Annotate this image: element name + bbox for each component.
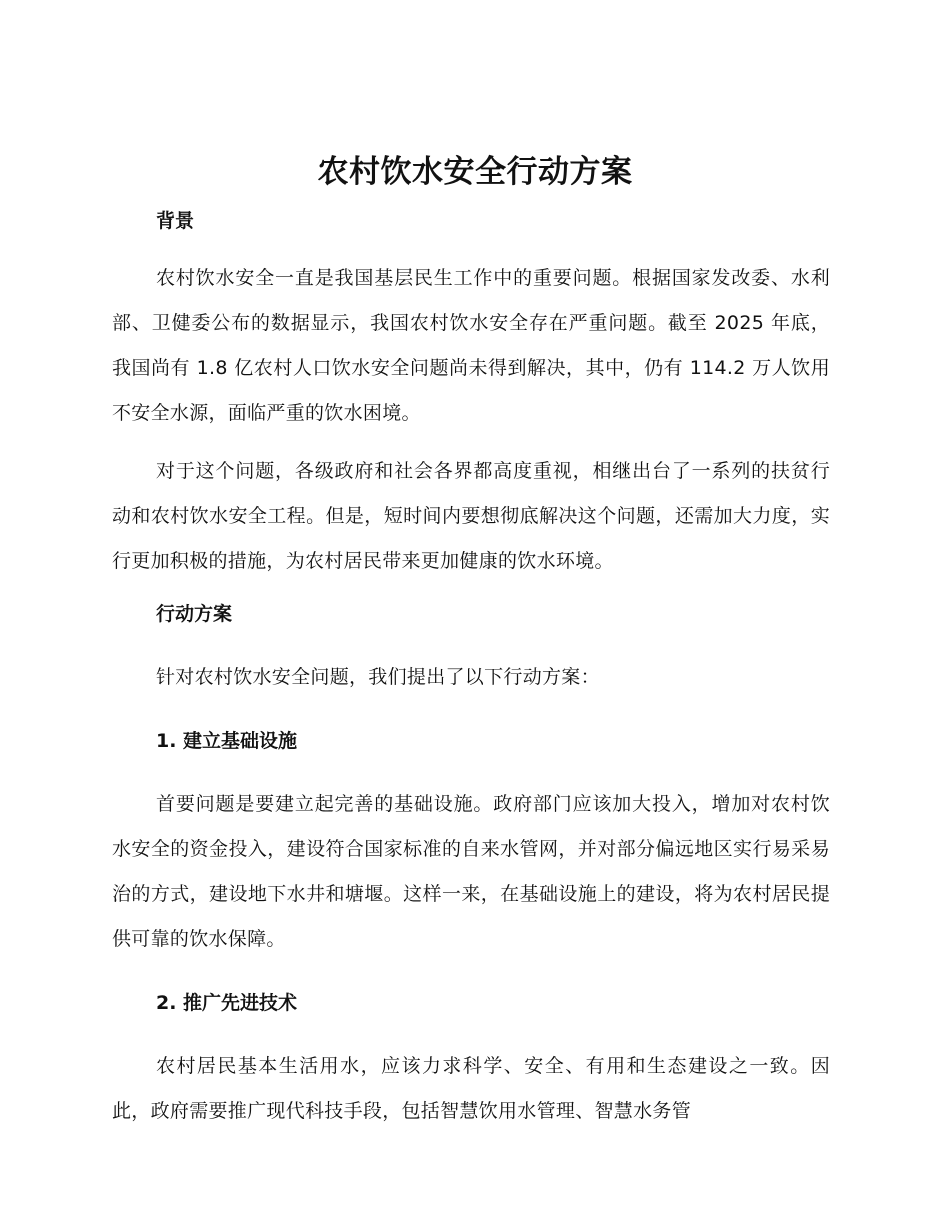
action-item-1-paragraph: 首要问题是要建立起完善的基础设施。政府部门应该加大投入，增加对农村饮水安全的资金投入，建设符合国家标准的自来水管网，并对部分偏远地区实行易采易治的方式，建设地下水井和塘堰。这样一来，在基础设施上的建设，将为农村居民提供可靠的饮水保障。 (112, 793, 830, 950)
page-title: 农村饮水安全行动方案 (317, 154, 633, 190)
document-body (112, 205, 830, 1134)
action-item-2-paragraph: 农村居民基本生活用水，应该力求科学、安全、有用和生态建设之一致。因此，政府需要推广现代科技手段，包括智慧饮用水管理、智慧水务管 (112, 1055, 830, 1122)
action-item-1-heading: 1. 建立基础设施 (156, 730, 298, 752)
section-heading-background: 背景 (156, 210, 195, 232)
background-paragraph-2: 对于这个问题，各级政府和社会各界都高度重视，相继出台了一系列的扶贫行动和农村饮水安全工程。但是，短时间内要想彻底解决这个问题，还需加大力度，实行更加积极的措施，为农村居民带来更加健康的饮水环境。 (112, 460, 830, 572)
action-item-2-heading: 2. 推广先进技术 (156, 992, 298, 1014)
section-heading-action-plan: 行动方案 (156, 603, 233, 625)
background-paragraph-1: 农村饮水安全一直是我国基层民生工作中的重要问题。根据国家发改委、水利部、卫健委公布的数据显示，我国农村饮水安全存在严重问题。截至 2025 年底，我国尚有 1.8 亿农村人口饮水安全问题尚未得到解决，其中，仍有 114.2 万人饮用不安全水源，面临严重的饮水困境。 (112, 267, 830, 424)
action-plan-intro: 针对农村饮水安全问题，我们提出了以下行动方案： (156, 666, 600, 688)
